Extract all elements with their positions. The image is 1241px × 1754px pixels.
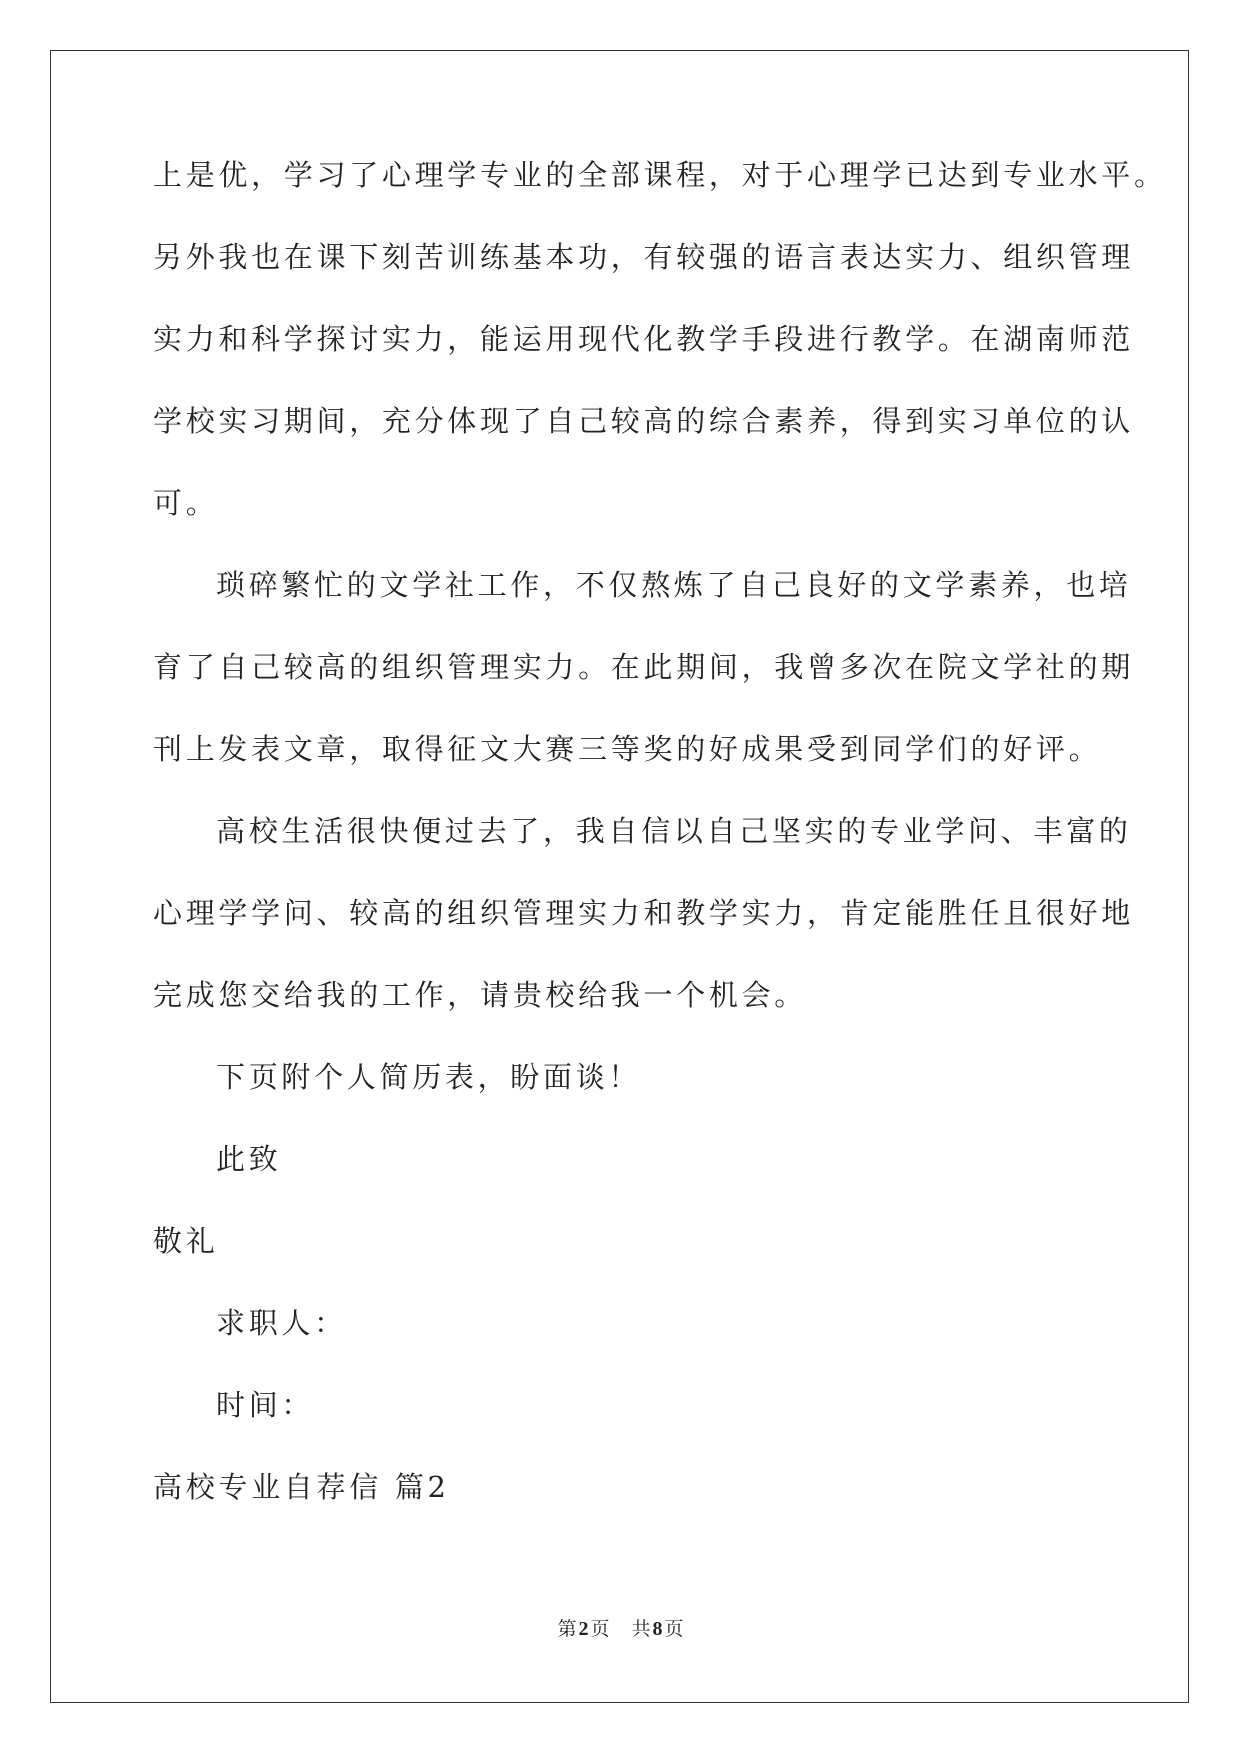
closing-phrase: 此致: [216, 1142, 282, 1176]
text-line: 心理学学问、较高的组织管理实力和教学实力，肯定能胜任且很好地: [153, 896, 1135, 930]
text-line: 高校生活很快便过去了，我自信以自己坚实的专业学问、丰富的: [216, 814, 1132, 848]
text-line: 另外我也在课下刻苦训练基本功，有较强的语言表达实力、组织管理: [153, 240, 1135, 274]
section-heading: 高校专业自荐信 篇2: [153, 1470, 450, 1504]
text-line: 刊上发表文章，取得征文大赛三等奖的好成果受到同学们的好评。: [153, 732, 1102, 766]
page-prefix: 第: [557, 1618, 577, 1640]
current-page-number: 2: [578, 1618, 589, 1640]
text-line: 学校实习期间，充分体现了自己较高的综合素养，得到实习单位的认: [153, 404, 1135, 438]
date-label: 时间：: [216, 1388, 315, 1422]
salutation: 敬礼: [153, 1224, 219, 1258]
text-line: 实力和科学探讨实力，能运用现代化教学手段进行教学。在湖南师范: [153, 322, 1135, 356]
text-line: 琐碎繁忙的文学社工作，不仅熬炼了自己良好的文学素养，也培: [216, 568, 1132, 602]
page-suffix: 页: [590, 1618, 610, 1640]
text-line: 可。: [153, 486, 219, 520]
applicant-label: 求职人：: [216, 1306, 347, 1340]
page-footer: [0, 1614, 1241, 1641]
text-line: 下页附个人简历表，盼面谈！: [216, 1060, 642, 1094]
text-line: 育了自己较高的组织管理实力。在此期间，我曾多次在院文学社的期: [153, 650, 1135, 684]
letter-body: [153, 158, 1167, 1554]
total-suffix: 页: [664, 1618, 684, 1640]
text-line: 完成您交给我的工作，请贵校给我一个机会。: [153, 978, 808, 1012]
text-line: 上是优，学习了心理学专业的全部课程，对于心理学已达到专业水平。: [153, 158, 1167, 192]
total-page-number: 8: [652, 1618, 663, 1640]
total-prefix: 共: [631, 1618, 651, 1640]
